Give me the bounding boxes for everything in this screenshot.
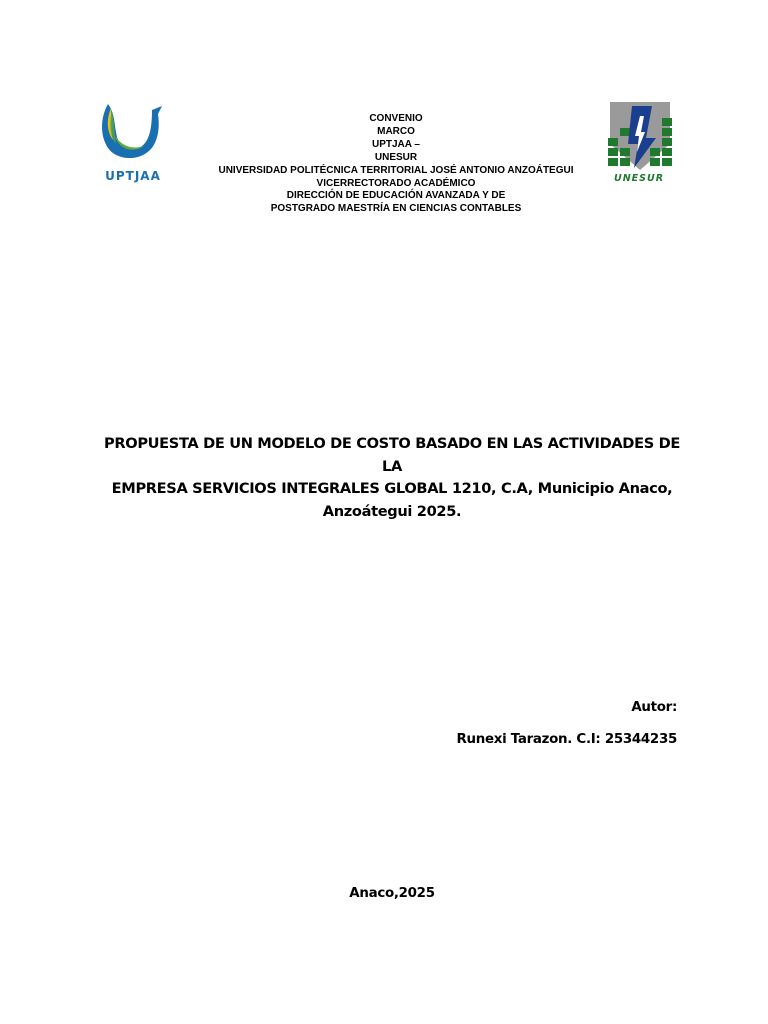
header-line: UNIVERSIDAD POLITÉCNICA TERRITORIAL JOSÉ ANTONIO ANZOÁTEGUI bbox=[218, 164, 574, 176]
header-line: UPTJAA – bbox=[372, 138, 420, 150]
title-line: EMPRESA SERVICIOS INTEGRALES GLOBAL 1210, C.A, Municipio Anaco, bbox=[111, 480, 673, 497]
title-line: Anzoátegui 2025. bbox=[322, 502, 462, 520]
header-line: VICERRECTORADO ACADÉMICO bbox=[316, 177, 476, 189]
header-line: POSTGRADO MAESTRÍA EN CIENCIAS CONTABLES bbox=[270, 203, 522, 215]
header-line: DIRECCIÓN DE EDUCACIÓN AVANZADA Y DE bbox=[286, 190, 506, 202]
author-name: Runexi Tarazon. C.I: 25344235 bbox=[456, 732, 677, 747]
document-title bbox=[96, 433, 688, 523]
place-date: Anaco,2025 bbox=[349, 886, 435, 901]
unesur-logo-text: UNESUR bbox=[613, 173, 665, 184]
header-line: UNESUR bbox=[374, 151, 418, 163]
unesur-logo-icon bbox=[604, 102, 674, 184]
uptjaa-logo-text: UPTJAA bbox=[105, 169, 161, 183]
author-label: Autor: bbox=[631, 700, 677, 715]
uptjaa-logo-icon bbox=[98, 96, 168, 186]
header-line: CONVENIO bbox=[369, 113, 423, 124]
header-line: MARCO bbox=[377, 125, 415, 137]
institution-header bbox=[196, 113, 596, 216]
uptjaa-logo bbox=[98, 96, 168, 186]
title-line: PROPUESTA DE UN MODELO DE COSTO BASADO EN LAS ACTIVIDADES DE LA bbox=[104, 435, 680, 475]
unesur-logo bbox=[604, 102, 674, 184]
